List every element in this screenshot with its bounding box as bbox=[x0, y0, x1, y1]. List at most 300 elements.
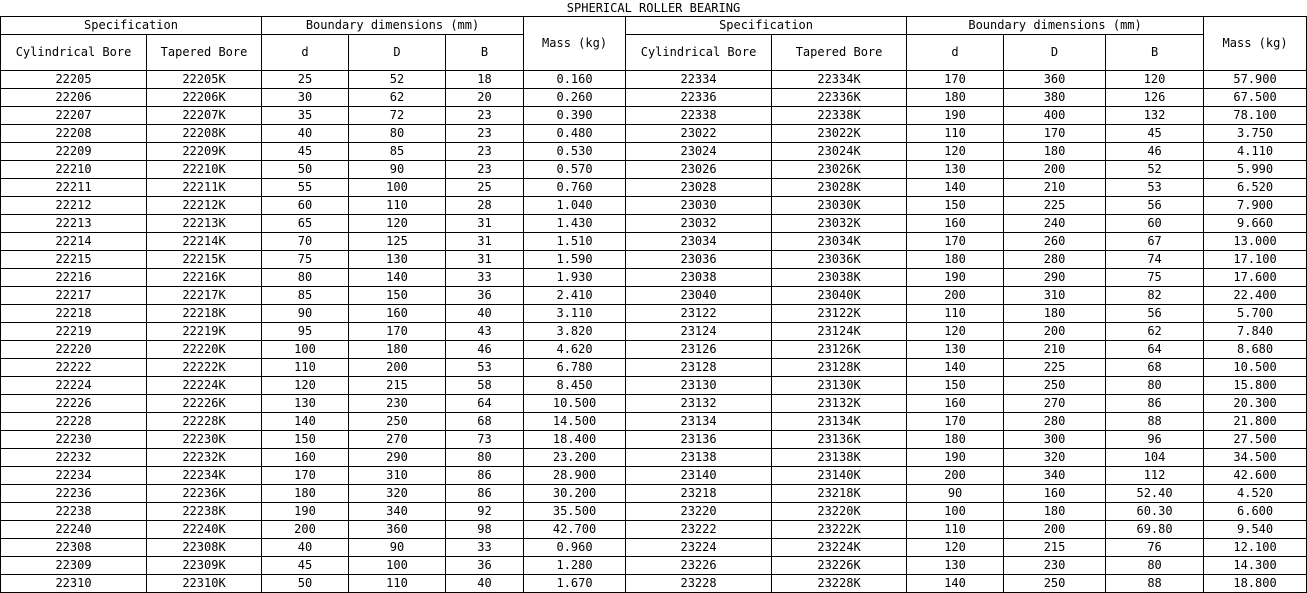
cell-cylindrical-bore-right: 23122 bbox=[626, 305, 772, 323]
table-row bbox=[1, 287, 1307, 305]
cell-cylindrical-bore-left: 22213 bbox=[1, 215, 147, 233]
cell-B-right: 120 bbox=[1106, 71, 1204, 89]
cell-mass-left: 2.410 bbox=[524, 287, 626, 305]
table-row bbox=[1, 503, 1307, 521]
cell-tapered-bore-left: 22219K bbox=[147, 323, 262, 341]
cell-D-right: 280 bbox=[1004, 251, 1106, 269]
cell-D-right: 225 bbox=[1004, 197, 1106, 215]
cell-tapered-bore-left: 22236K bbox=[147, 485, 262, 503]
cell-cylindrical-bore-left: 22310 bbox=[1, 575, 147, 593]
cell-tapered-bore-left: 22228K bbox=[147, 413, 262, 431]
cell-d-right: 90 bbox=[907, 485, 1004, 503]
table-row bbox=[1, 323, 1307, 341]
cell-tapered-bore-right: 23024K bbox=[772, 143, 907, 161]
cell-B-right: 132 bbox=[1106, 107, 1204, 125]
cell-mass-right: 12.100 bbox=[1204, 539, 1307, 557]
cell-d-right: 160 bbox=[907, 395, 1004, 413]
cell-cylindrical-bore-right: 23224 bbox=[626, 539, 772, 557]
cell-tapered-bore-right: 23034K bbox=[772, 233, 907, 251]
cell-cylindrical-bore-right: 23038 bbox=[626, 269, 772, 287]
cell-d-right: 120 bbox=[907, 143, 1004, 161]
cell-tapered-bore-left: 22226K bbox=[147, 395, 262, 413]
cell-d-right: 150 bbox=[907, 197, 1004, 215]
cell-cylindrical-bore-right: 22336 bbox=[626, 89, 772, 107]
cell-cylindrical-bore-right: 23032 bbox=[626, 215, 772, 233]
cell-tapered-bore-right: 23130K bbox=[772, 377, 907, 395]
cell-mass-left: 0.160 bbox=[524, 71, 626, 89]
header-B-left: B bbox=[446, 35, 524, 71]
cell-D-right: 200 bbox=[1004, 521, 1106, 539]
cell-tapered-bore-left: 22218K bbox=[147, 305, 262, 323]
header-tapered-left: Tapered Bore bbox=[147, 35, 262, 71]
header-specification-right: Specification bbox=[626, 17, 907, 35]
table-row bbox=[1, 305, 1307, 323]
cell-d-right: 200 bbox=[907, 287, 1004, 305]
cell-D-left: 52 bbox=[349, 71, 446, 89]
cell-mass-right: 20.300 bbox=[1204, 395, 1307, 413]
cell-B-right: 60 bbox=[1106, 215, 1204, 233]
cell-cylindrical-bore-left: 22219 bbox=[1, 323, 147, 341]
cell-D-right: 180 bbox=[1004, 503, 1106, 521]
cell-cylindrical-bore-left: 22218 bbox=[1, 305, 147, 323]
cell-B-right: 46 bbox=[1106, 143, 1204, 161]
cell-B-right: 68 bbox=[1106, 359, 1204, 377]
cell-mass-right: 6.600 bbox=[1204, 503, 1307, 521]
cell-mass-left: 1.040 bbox=[524, 197, 626, 215]
cell-tapered-bore-right: 23224K bbox=[772, 539, 907, 557]
cell-tapered-bore-right: 23128K bbox=[772, 359, 907, 377]
cell-cylindrical-bore-left: 22205 bbox=[1, 71, 147, 89]
cell-D-right: 250 bbox=[1004, 377, 1106, 395]
cell-tapered-bore-right: 23122K bbox=[772, 305, 907, 323]
header-tapered-right: Tapered Bore bbox=[772, 35, 907, 71]
cell-tapered-bore-left: 22309K bbox=[147, 557, 262, 575]
cell-cylindrical-bore-left: 22209 bbox=[1, 143, 147, 161]
cell-B-right: 76 bbox=[1106, 539, 1204, 557]
header-boundary-right: Boundary dimensions (mm) bbox=[907, 17, 1204, 35]
cell-mass-left: 1.510 bbox=[524, 233, 626, 251]
cell-mass-right: 57.900 bbox=[1204, 71, 1307, 89]
cell-cylindrical-bore-left: 22226 bbox=[1, 395, 147, 413]
cell-cylindrical-bore-right: 23024 bbox=[626, 143, 772, 161]
cell-mass-right: 10.500 bbox=[1204, 359, 1307, 377]
cell-cylindrical-bore-right: 23222 bbox=[626, 521, 772, 539]
table-row bbox=[1, 71, 1307, 89]
cell-B-right: 56 bbox=[1106, 197, 1204, 215]
cell-mass-right: 17.100 bbox=[1204, 251, 1307, 269]
cell-d-left: 95 bbox=[262, 323, 349, 341]
cell-mass-right: 7.900 bbox=[1204, 197, 1307, 215]
cell-d-left: 75 bbox=[262, 251, 349, 269]
cell-cylindrical-bore-left: 22234 bbox=[1, 467, 147, 485]
cell-B-left: 23 bbox=[446, 143, 524, 161]
cell-mass-right: 9.660 bbox=[1204, 215, 1307, 233]
cell-cylindrical-bore-right: 23126 bbox=[626, 341, 772, 359]
cell-cylindrical-bore-left: 22308 bbox=[1, 539, 147, 557]
cell-mass-right: 21.800 bbox=[1204, 413, 1307, 431]
cell-B-right: 80 bbox=[1106, 377, 1204, 395]
cell-tapered-bore-left: 22230K bbox=[147, 431, 262, 449]
cell-cylindrical-bore-right: 23220 bbox=[626, 503, 772, 521]
cell-D-right: 280 bbox=[1004, 413, 1106, 431]
cell-B-right: 96 bbox=[1106, 431, 1204, 449]
header-specification-left: Specification bbox=[1, 17, 262, 35]
cell-mass-right: 7.840 bbox=[1204, 323, 1307, 341]
cell-tapered-bore-left: 22209K bbox=[147, 143, 262, 161]
cell-tapered-bore-left: 22310K bbox=[147, 575, 262, 593]
cell-mass-right: 22.400 bbox=[1204, 287, 1307, 305]
cell-mass-left: 14.500 bbox=[524, 413, 626, 431]
cell-B-right: 62 bbox=[1106, 323, 1204, 341]
table-row bbox=[1, 431, 1307, 449]
cell-d-left: 130 bbox=[262, 395, 349, 413]
cell-cylindrical-bore-right: 23124 bbox=[626, 323, 772, 341]
cell-tapered-bore-right: 23028K bbox=[772, 179, 907, 197]
bearing-spec-table bbox=[0, 16, 1307, 593]
table-body bbox=[1, 71, 1307, 593]
cell-D-left: 62 bbox=[349, 89, 446, 107]
table-row bbox=[1, 359, 1307, 377]
cell-cylindrical-bore-left: 22228 bbox=[1, 413, 147, 431]
cell-tapered-bore-left: 22216K bbox=[147, 269, 262, 287]
header-row-columns bbox=[1, 35, 1307, 71]
cell-B-left: 36 bbox=[446, 557, 524, 575]
cell-d-left: 40 bbox=[262, 125, 349, 143]
cell-mass-left: 0.530 bbox=[524, 143, 626, 161]
cell-tapered-bore-right: 22338K bbox=[772, 107, 907, 125]
header-mass-right: Mass (kg) bbox=[1204, 17, 1307, 71]
cell-cylindrical-bore-left: 22232 bbox=[1, 449, 147, 467]
table-row bbox=[1, 161, 1307, 179]
cell-B-right: 112 bbox=[1106, 467, 1204, 485]
cell-B-right: 52 bbox=[1106, 161, 1204, 179]
cell-mass-right: 27.500 bbox=[1204, 431, 1307, 449]
cell-cylindrical-bore-right: 22334 bbox=[626, 71, 772, 89]
cell-tapered-bore-left: 22205K bbox=[147, 71, 262, 89]
header-cylindrical-left: Cylindrical Bore bbox=[1, 35, 147, 71]
cell-D-right: 215 bbox=[1004, 539, 1106, 557]
cell-D-right: 160 bbox=[1004, 485, 1106, 503]
cell-cylindrical-bore-right: 23138 bbox=[626, 449, 772, 467]
cell-D-left: 215 bbox=[349, 377, 446, 395]
cell-d-right: 180 bbox=[907, 431, 1004, 449]
table-row bbox=[1, 233, 1307, 251]
cell-D-right: 170 bbox=[1004, 125, 1106, 143]
cell-cylindrical-bore-right: 23218 bbox=[626, 485, 772, 503]
cell-mass-right: 17.600 bbox=[1204, 269, 1307, 287]
cell-d-left: 180 bbox=[262, 485, 349, 503]
cell-tapered-bore-left: 22211K bbox=[147, 179, 262, 197]
cell-mass-left: 8.450 bbox=[524, 377, 626, 395]
cell-d-right: 100 bbox=[907, 503, 1004, 521]
table-row bbox=[1, 377, 1307, 395]
cell-B-left: 40 bbox=[446, 575, 524, 593]
cell-cylindrical-bore-left: 22215 bbox=[1, 251, 147, 269]
cell-tapered-bore-left: 22207K bbox=[147, 107, 262, 125]
cell-B-left: 33 bbox=[446, 269, 524, 287]
cell-tapered-bore-left: 22222K bbox=[147, 359, 262, 377]
cell-tapered-bore-right: 23222K bbox=[772, 521, 907, 539]
cell-B-right: 86 bbox=[1106, 395, 1204, 413]
cell-D-right: 340 bbox=[1004, 467, 1106, 485]
table-row bbox=[1, 89, 1307, 107]
cell-cylindrical-bore-left: 22214 bbox=[1, 233, 147, 251]
cell-B-left: 86 bbox=[446, 485, 524, 503]
cell-tapered-bore-right: 23140K bbox=[772, 467, 907, 485]
cell-tapered-bore-right: 23030K bbox=[772, 197, 907, 215]
cell-tapered-bore-right: 22336K bbox=[772, 89, 907, 107]
cell-cylindrical-bore-right: 23036 bbox=[626, 251, 772, 269]
cell-d-right: 150 bbox=[907, 377, 1004, 395]
table-row bbox=[1, 215, 1307, 233]
cell-D-left: 270 bbox=[349, 431, 446, 449]
cell-tapered-bore-left: 22210K bbox=[147, 161, 262, 179]
cell-mass-left: 1.930 bbox=[524, 269, 626, 287]
cell-B-left: 80 bbox=[446, 449, 524, 467]
cell-tapered-bore-right: 23132K bbox=[772, 395, 907, 413]
cell-B-left: 73 bbox=[446, 431, 524, 449]
cell-B-left: 23 bbox=[446, 107, 524, 125]
cell-mass-right: 14.300 bbox=[1204, 557, 1307, 575]
cell-d-right: 130 bbox=[907, 557, 1004, 575]
header-d-right: d bbox=[907, 35, 1004, 71]
cell-D-right: 260 bbox=[1004, 233, 1106, 251]
cell-D-left: 100 bbox=[349, 557, 446, 575]
cell-tapered-bore-left: 22212K bbox=[147, 197, 262, 215]
cell-mass-left: 1.590 bbox=[524, 251, 626, 269]
cell-D-left: 290 bbox=[349, 449, 446, 467]
cell-cylindrical-bore-right: 23040 bbox=[626, 287, 772, 305]
cell-d-right: 120 bbox=[907, 539, 1004, 557]
cell-cylindrical-bore-left: 22309 bbox=[1, 557, 147, 575]
cell-mass-right: 5.700 bbox=[1204, 305, 1307, 323]
cell-D-left: 120 bbox=[349, 215, 446, 233]
cell-D-left: 170 bbox=[349, 323, 446, 341]
cell-D-left: 90 bbox=[349, 539, 446, 557]
cell-mass-left: 3.110 bbox=[524, 305, 626, 323]
cell-cylindrical-bore-left: 22208 bbox=[1, 125, 147, 143]
cell-cylindrical-bore-left: 22207 bbox=[1, 107, 147, 125]
cell-B-right: 53 bbox=[1106, 179, 1204, 197]
cell-mass-left: 0.480 bbox=[524, 125, 626, 143]
cell-B-left: 20 bbox=[446, 89, 524, 107]
cell-D-left: 100 bbox=[349, 179, 446, 197]
table-row bbox=[1, 125, 1307, 143]
cell-mass-right: 34.500 bbox=[1204, 449, 1307, 467]
header-mass-left: Mass (kg) bbox=[524, 17, 626, 71]
cell-mass-left: 0.760 bbox=[524, 179, 626, 197]
cell-d-right: 200 bbox=[907, 467, 1004, 485]
table-row bbox=[1, 143, 1307, 161]
cell-D-left: 130 bbox=[349, 251, 446, 269]
cell-D-left: 110 bbox=[349, 197, 446, 215]
header-B-right: B bbox=[1106, 35, 1204, 71]
cell-cylindrical-bore-right: 23028 bbox=[626, 179, 772, 197]
cell-cylindrical-bore-right: 23022 bbox=[626, 125, 772, 143]
cell-B-left: 98 bbox=[446, 521, 524, 539]
cell-tapered-bore-right: 23038K bbox=[772, 269, 907, 287]
cell-mass-right: 15.800 bbox=[1204, 377, 1307, 395]
cell-D-right: 400 bbox=[1004, 107, 1106, 125]
table-row bbox=[1, 395, 1307, 413]
cell-mass-right: 42.600 bbox=[1204, 467, 1307, 485]
cell-cylindrical-bore-left: 22212 bbox=[1, 197, 147, 215]
table-row bbox=[1, 107, 1307, 125]
cell-tapered-bore-left: 22234K bbox=[147, 467, 262, 485]
cell-mass-right: 78.100 bbox=[1204, 107, 1307, 125]
cell-D-right: 180 bbox=[1004, 143, 1106, 161]
table-row bbox=[1, 521, 1307, 539]
cell-mass-left: 3.820 bbox=[524, 323, 626, 341]
cell-d-right: 170 bbox=[907, 233, 1004, 251]
cell-B-left: 53 bbox=[446, 359, 524, 377]
cell-cylindrical-bore-left: 22216 bbox=[1, 269, 147, 287]
cell-D-right: 230 bbox=[1004, 557, 1106, 575]
cell-D-right: 210 bbox=[1004, 341, 1106, 359]
cell-d-left: 30 bbox=[262, 89, 349, 107]
cell-D-left: 125 bbox=[349, 233, 446, 251]
cell-mass-left: 4.620 bbox=[524, 341, 626, 359]
cell-d-left: 140 bbox=[262, 413, 349, 431]
cell-B-left: 68 bbox=[446, 413, 524, 431]
cell-D-right: 320 bbox=[1004, 449, 1106, 467]
header-boundary-left: Boundary dimensions (mm) bbox=[262, 17, 524, 35]
cell-d-left: 160 bbox=[262, 449, 349, 467]
cell-B-left: 43 bbox=[446, 323, 524, 341]
cell-B-left: 31 bbox=[446, 233, 524, 251]
cell-D-left: 360 bbox=[349, 521, 446, 539]
cell-mass-left: 18.400 bbox=[524, 431, 626, 449]
header-d-left: d bbox=[262, 35, 349, 71]
cell-B-right: 67 bbox=[1106, 233, 1204, 251]
cell-cylindrical-bore-right: 22338 bbox=[626, 107, 772, 125]
cell-D-right: 300 bbox=[1004, 431, 1106, 449]
cell-cylindrical-bore-right: 23030 bbox=[626, 197, 772, 215]
cell-mass-left: 6.780 bbox=[524, 359, 626, 377]
cell-B-right: 82 bbox=[1106, 287, 1204, 305]
cell-B-left: 86 bbox=[446, 467, 524, 485]
cell-B-left: 92 bbox=[446, 503, 524, 521]
cell-mass-left: 28.900 bbox=[524, 467, 626, 485]
cell-B-right: 60.30 bbox=[1106, 503, 1204, 521]
table-row bbox=[1, 341, 1307, 359]
cell-B-left: 31 bbox=[446, 251, 524, 269]
cell-tapered-bore-left: 22238K bbox=[147, 503, 262, 521]
cell-d-left: 40 bbox=[262, 539, 349, 557]
cell-cylindrical-bore-right: 23034 bbox=[626, 233, 772, 251]
header-D-left: D bbox=[349, 35, 446, 71]
cell-d-right: 170 bbox=[907, 413, 1004, 431]
cell-mass-right: 13.000 bbox=[1204, 233, 1307, 251]
cell-mass-left: 1.280 bbox=[524, 557, 626, 575]
cell-D-left: 180 bbox=[349, 341, 446, 359]
cell-D-left: 140 bbox=[349, 269, 446, 287]
cell-D-right: 240 bbox=[1004, 215, 1106, 233]
cell-mass-left: 0.390 bbox=[524, 107, 626, 125]
cell-cylindrical-bore-left: 22230 bbox=[1, 431, 147, 449]
cell-tapered-bore-right: 23036K bbox=[772, 251, 907, 269]
cell-tapered-bore-right: 23218K bbox=[772, 485, 907, 503]
cell-B-left: 33 bbox=[446, 539, 524, 557]
cell-d-left: 50 bbox=[262, 575, 349, 593]
cell-D-right: 270 bbox=[1004, 395, 1106, 413]
cell-mass-left: 0.570 bbox=[524, 161, 626, 179]
cell-cylindrical-bore-right: 23130 bbox=[626, 377, 772, 395]
table-title: SPHERICAL ROLLER BEARING bbox=[566, 1, 741, 15]
header-cylindrical-right: Cylindrical Bore bbox=[626, 35, 772, 71]
cell-D-right: 310 bbox=[1004, 287, 1106, 305]
cell-D-left: 110 bbox=[349, 575, 446, 593]
cell-d-right: 160 bbox=[907, 215, 1004, 233]
cell-d-left: 85 bbox=[262, 287, 349, 305]
cell-d-right: 170 bbox=[907, 71, 1004, 89]
cell-tapered-bore-right: 23138K bbox=[772, 449, 907, 467]
cell-B-right: 126 bbox=[1106, 89, 1204, 107]
cell-mass-left: 30.200 bbox=[524, 485, 626, 503]
cell-d-left: 200 bbox=[262, 521, 349, 539]
cell-D-left: 200 bbox=[349, 359, 446, 377]
cell-tapered-bore-right: 23136K bbox=[772, 431, 907, 449]
cell-cylindrical-bore-left: 22224 bbox=[1, 377, 147, 395]
cell-cylindrical-bore-left: 22238 bbox=[1, 503, 147, 521]
cell-D-left: 230 bbox=[349, 395, 446, 413]
cell-mass-right: 6.520 bbox=[1204, 179, 1307, 197]
cell-D-right: 360 bbox=[1004, 71, 1106, 89]
cell-D-left: 85 bbox=[349, 143, 446, 161]
cell-D-left: 72 bbox=[349, 107, 446, 125]
cell-B-left: 25 bbox=[446, 179, 524, 197]
cell-B-right: 88 bbox=[1106, 575, 1204, 593]
cell-mass-right: 67.500 bbox=[1204, 89, 1307, 107]
cell-tapered-bore-right: 22334K bbox=[772, 71, 907, 89]
cell-d-right: 180 bbox=[907, 89, 1004, 107]
cell-mass-right: 5.990 bbox=[1204, 161, 1307, 179]
cell-d-right: 130 bbox=[907, 341, 1004, 359]
cell-mass-right: 4.110 bbox=[1204, 143, 1307, 161]
cell-cylindrical-bore-right: 23226 bbox=[626, 557, 772, 575]
cell-mass-right: 8.680 bbox=[1204, 341, 1307, 359]
cell-D-right: 200 bbox=[1004, 323, 1106, 341]
cell-B-left: 46 bbox=[446, 341, 524, 359]
cell-tapered-bore-left: 22240K bbox=[147, 521, 262, 539]
cell-B-left: 23 bbox=[446, 125, 524, 143]
cell-tapered-bore-left: 22215K bbox=[147, 251, 262, 269]
cell-d-left: 70 bbox=[262, 233, 349, 251]
cell-D-left: 320 bbox=[349, 485, 446, 503]
table-row bbox=[1, 575, 1307, 593]
cell-mass-left: 1.430 bbox=[524, 215, 626, 233]
cell-d-left: 55 bbox=[262, 179, 349, 197]
table-row bbox=[1, 467, 1307, 485]
cell-tapered-bore-right: 23134K bbox=[772, 413, 907, 431]
cell-d-left: 110 bbox=[262, 359, 349, 377]
cell-mass-left: 42.700 bbox=[524, 521, 626, 539]
cell-cylindrical-bore-right: 23140 bbox=[626, 467, 772, 485]
cell-B-left: 36 bbox=[446, 287, 524, 305]
cell-D-right: 200 bbox=[1004, 161, 1106, 179]
cell-d-left: 150 bbox=[262, 431, 349, 449]
cell-D-right: 380 bbox=[1004, 89, 1106, 107]
cell-mass-left: 1.670 bbox=[524, 575, 626, 593]
cell-mass-right: 3.750 bbox=[1204, 125, 1307, 143]
cell-B-left: 28 bbox=[446, 197, 524, 215]
cell-B-left: 18 bbox=[446, 71, 524, 89]
table-row bbox=[1, 539, 1307, 557]
cell-mass-left: 23.200 bbox=[524, 449, 626, 467]
cell-tapered-bore-right: 23220K bbox=[772, 503, 907, 521]
cell-D-left: 160 bbox=[349, 305, 446, 323]
cell-B-right: 104 bbox=[1106, 449, 1204, 467]
